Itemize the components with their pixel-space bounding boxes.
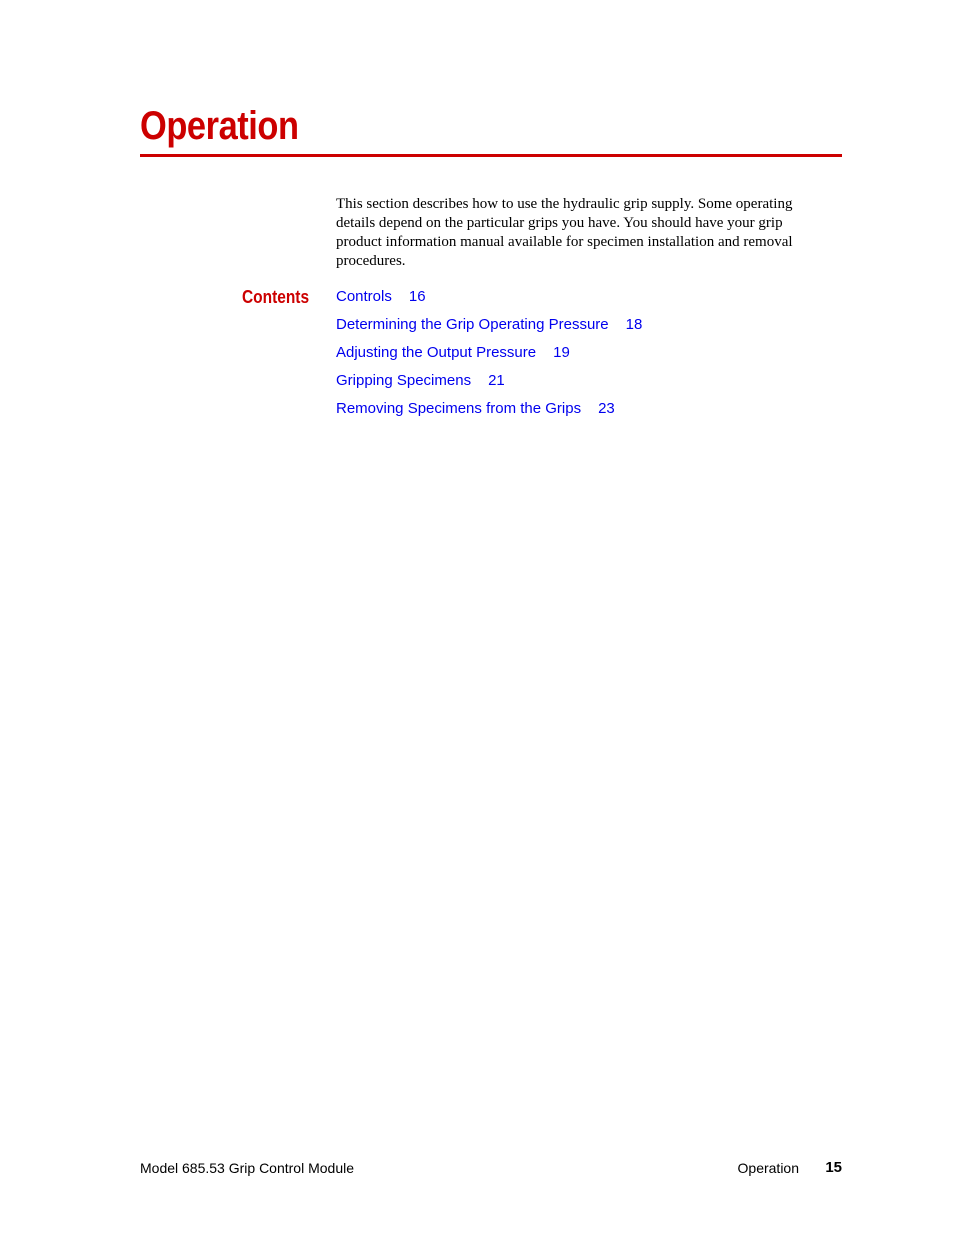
toc-link-label: Adjusting the Output Pressure [336,344,537,361]
toc-page-number: 21 [488,372,505,389]
toc-page-number: 23 [598,400,615,417]
footer-document-title: Model 685.53 Grip Control Module [140,1160,355,1176]
toc-link-gripping-specimens[interactable] [336,371,642,399]
toc-page-number: 16 [408,288,426,305]
toc-link-label: Controls [336,288,392,305]
footer-page-number: 15 [825,1159,842,1176]
title-rule [140,154,842,157]
intro-paragraph: This section describes how to use the hydraulic grip supply. Some operating details depend on the particular grips you have. You should have your grip product information manual available for specimen installation and removal procedures. [336,196,793,269]
toc-link-controls[interactable] [336,287,642,315]
contents-list [336,287,642,427]
toc-page-number: 18 [625,316,643,333]
footer-section-name: Operation [737,1160,799,1176]
toc-link-label: Gripping Specimens [336,372,472,389]
toc-page-number: 19 [553,344,570,361]
contents-label: Contents [242,287,310,307]
toc-link-determining-grip-operating-pressure[interactable] [336,315,642,343]
toc-link-adjusting-output-pressure[interactable] [336,343,642,371]
chapter-title: Operation [140,104,299,148]
toc-link-label: Removing Specimens from the Grips [336,400,582,417]
toc-link-label: Determining the Grip Operating Pressure [336,316,609,333]
toc-link-removing-specimens[interactable] [336,399,642,427]
